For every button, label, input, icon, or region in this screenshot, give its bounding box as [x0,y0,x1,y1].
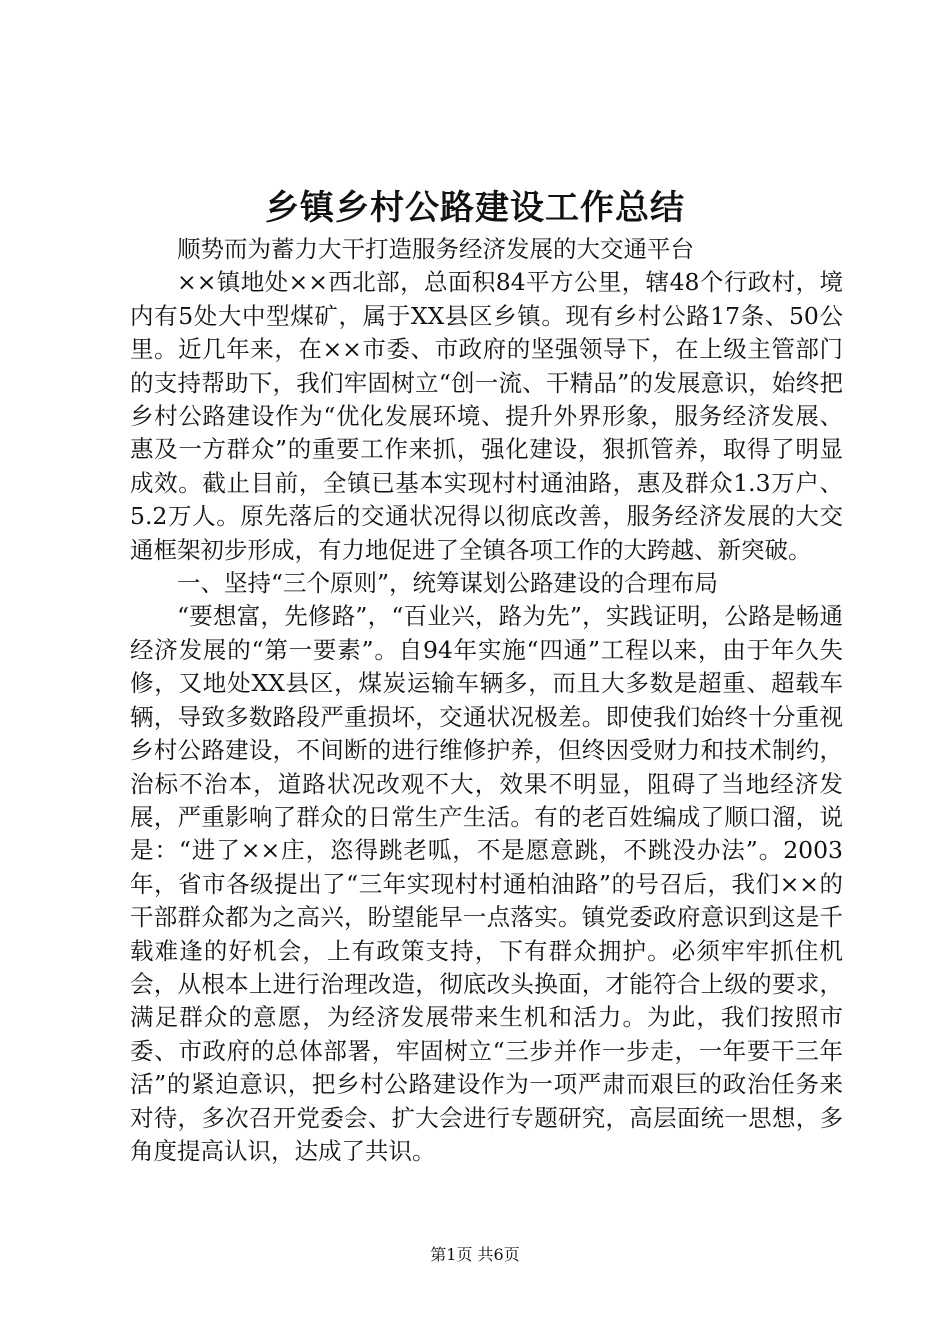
document-body [130,233,843,1168]
page-footer: 第1页 共6页 [430,1245,520,1264]
page-title: 乡镇乡村公路建设工作总结 [265,188,685,228]
subtitle-paragraph: 顺势而为蓄力大干打造服务经济发展的大交通平台 [177,235,694,263]
section-paragraph: “要想富，先修路”，“百业兴，路为先”，实践证明，公路是畅通经济发展的“第一要素”。自94年实施“四通”工程以来，由于年久失修，又地处XX县区，煤炭运输车辆多，而且大多数是超重、超载车辆，导致多数路段严重损坏，交通状况极差。即使我们始终十分重视乡村公路建设，不间断的进行维修护养，但终因受财力和技术制约，治标不治本，道路状况改观不大，效果不明显，阻碍了当地经济发展，严重影响了群众的日常生产生活。有的老百姓编成了顺口溜，说是：“进了××庄，恣得跳老呱，不是愿意跳，不跳没办法”。2003年，省市各级提出了“三年实现村村通柏油路”的号召后，我们××的干部群众都为之高兴，盼望能早一点落实。镇党委政府意识到这是千载难逢的好机会，上有政策支持，下有群众拥护。必须牢牢抓住机会，从根本上进行治理改造，彻底改头换面，才能符合上级的要求，满足群众的意愿，为经济发展带来生机和活力。为此，我们按照市委、市政府的总体部署，牢固树立“三步并作一步走，一年要干三年活”的紧迫意识，把乡村公路建设作为一项严肃而艰巨的政治任务来对待，多次召开党委会、扩大会进行专题研究，高层面统一思想，多角度提高认识，达成了共识。 [130,602,843,1165]
section-heading: 一、坚持“三个原则”，统筹谋划公路建设的合理布局 [177,569,719,598]
intro-paragraph: ××镇地处××西北部，总面积84平方公里，辖48个行政村，境内有5处大中型煤矿，属于XX县区乡镇。现有乡村公路17条、50公里。近几年来，在××市委、市政府的坚强领导下，在上级主管部门的支持帮助下，我们牢固树立“创一流、干精品”的发展意识，始终把乡村公路建设作为“优化发展环境、提升外界形象，服务经济发展、惠及一方群众”的重要工作来抓，强化建设，狠抓管养，取得了明显成效。截止目前，全镇已基本实现村村通油路，惠及群众1.3万户、5.2万人。原先落后的交通状况得以彻底改善，服务经济发展的大交通框架初步形成，有力地促进了全镇各项工作的大跨越、新突破。 [130,268,843,564]
